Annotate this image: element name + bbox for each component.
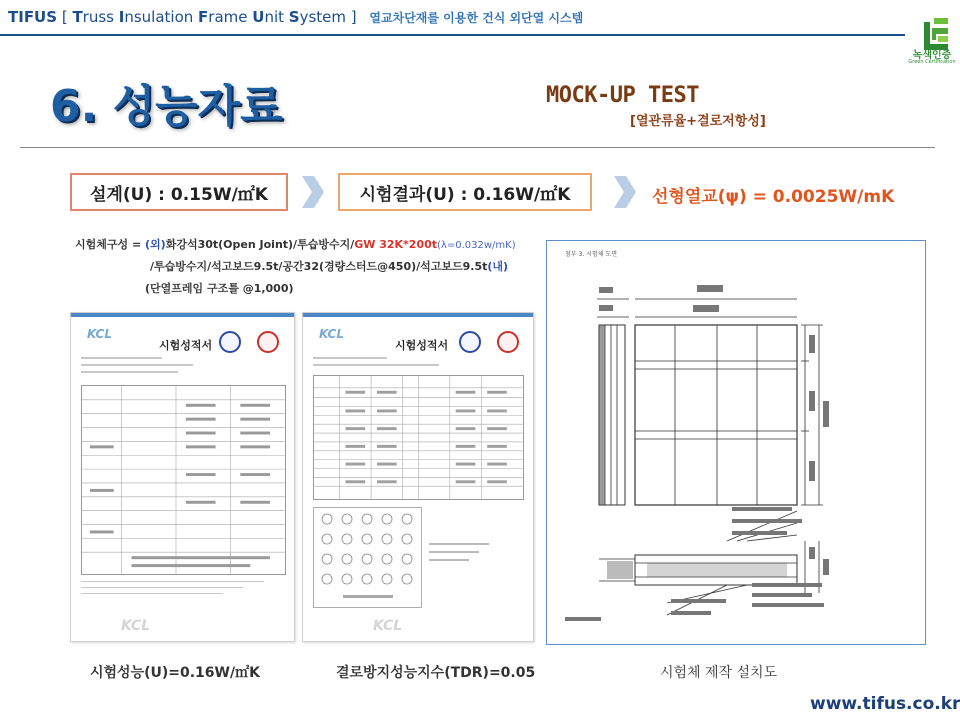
document-top-bar [303, 313, 533, 317]
header-word-2: Frame [198, 8, 253, 26]
mock-up-title: MOCK-UP TEST [546, 83, 699, 108]
drawing-canvas [547, 241, 925, 644]
test-u-value-box: 시험결과(U) : 0.16W/㎡K [338, 173, 592, 211]
header-word-4: System [288, 8, 347, 26]
logo-label: 녹색인증 [912, 50, 952, 61]
header-word-0: Truss [72, 8, 119, 26]
bracket-open: [ [57, 8, 73, 26]
caption-installation-drawing: 시험체 제작 설치도 [660, 665, 778, 681]
section-divider [20, 147, 935, 148]
kcl-watermark: KCL [121, 618, 151, 634]
caption-condensation-tdr: 결로방지성능지수(TDR)=0.05 [336, 665, 536, 681]
raw-data-table [313, 375, 524, 500]
document-text-lines [313, 357, 523, 371]
header-text [8, 8, 583, 26]
kolas-seal-icon [497, 331, 519, 353]
accreditation-seal-icon [219, 331, 241, 353]
specimen-composition-line-1: 시험체구성 = (외)화강석30t(Open Joint)/투습방수지/GW 32K*200t(λ=0.032w/mK) [75, 238, 516, 251]
design-u-value-box: 설계(U) : 0.15W/㎡K [70, 173, 288, 211]
document-notes [81, 581, 284, 599]
document-heading: 시험성적서 [395, 339, 449, 352]
arrow-right-icon [300, 170, 326, 214]
kcl-logo: KCL [319, 327, 344, 341]
brand-name: TIFUS [8, 8, 58, 26]
header-word-3: Unit [252, 8, 289, 26]
drawing-caption-label: 첨부 3. 시험체 도면 [565, 251, 618, 258]
kolas-seal-icon [257, 331, 279, 353]
header-korean-subtitle: 열교차단재를 이용한 건식 외단열 시스템 [369, 11, 584, 25]
caption-thermal-performance: 시험성능(U)=0.16W/㎡K [90, 665, 260, 681]
logo-sublabel: Green Certification [908, 59, 956, 65]
header-bar [0, 0, 960, 36]
test-report-document-1 [70, 312, 295, 642]
bracket-close: ] [346, 8, 357, 26]
specimen-composition-line-2: /투습방수지/석고보드9.5t/공간32(경량스터드@450)/석고보드9.5t(내) [150, 260, 509, 273]
specimen-composition-line-3: (단열프레임 구조틀 @1,000) [145, 282, 294, 295]
specimen-installation-drawing [546, 240, 926, 645]
document-heading: 시험성적서 [159, 339, 213, 352]
mock-up-subtitle: [열관류율+결로저항성] [630, 114, 766, 129]
kcl-logo: KCL [87, 327, 112, 341]
document-text-lines [81, 357, 284, 378]
arrow-right-icon [612, 170, 638, 214]
website-url[interactable]: www.tifus.co.kr [810, 694, 960, 714]
sensor-layout-diagram [313, 507, 525, 615]
test-report-document-2 [302, 312, 534, 642]
linear-thermal-bridge-value: 선형열교(ψ) = 0.0025W/mK [652, 187, 895, 207]
kcl-watermark: KCL [373, 618, 403, 634]
document-top-bar [71, 313, 294, 317]
page-title: 6. 성능자료 [50, 81, 283, 132]
test-data-table [81, 385, 286, 575]
header-divider [0, 34, 905, 36]
accreditation-seal-icon [459, 331, 481, 353]
header-word-1: Insulation [118, 8, 199, 26]
